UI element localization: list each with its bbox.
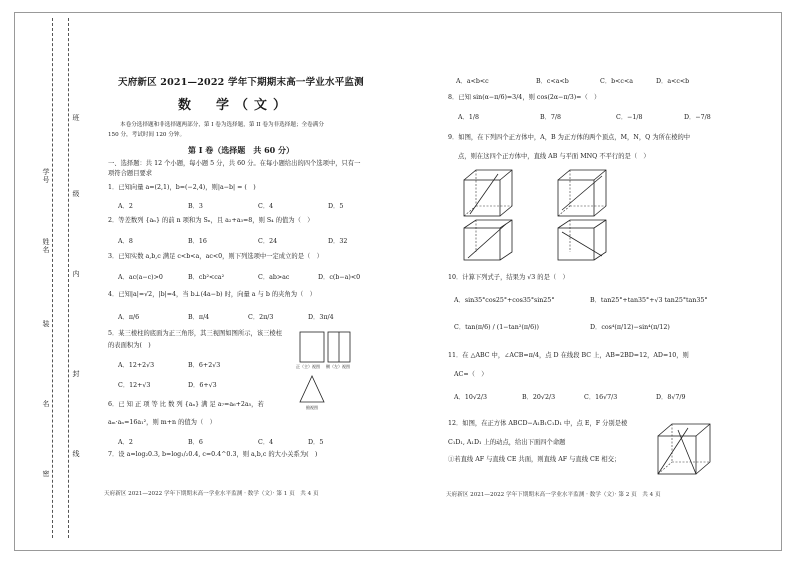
binding-line-2	[68, 18, 69, 538]
q8-option-d: D．−7/8	[684, 114, 711, 121]
cube-a	[464, 170, 512, 216]
sidebar-char-xian: 线	[72, 450, 80, 458]
sidebar-char-zhuang: 装	[42, 320, 50, 328]
q6-option-c: C．4	[258, 439, 274, 446]
q10-option-b: B．tan25°+tan35°+√3 tan25°tan35°	[590, 297, 708, 304]
cube-b	[558, 170, 606, 216]
question-2-stem: 2．等差数列 {aₙ} 的前 n 项和为 Sₙ，且 a₂+a₃=8，则 S₄ 的值为（ ）	[108, 217, 314, 224]
sidebar-char-ban: 班	[72, 114, 80, 122]
question-8-stem: 8．已知 sin(α−π/6)=3/4，则 cos(2α−π/3)=（ ）	[448, 94, 601, 101]
q2-option-d: D．32	[328, 238, 348, 245]
question-4-stem: 4．已知|a|=√2，|b|=4，当 b⊥(4a−b) 时，向量 a 与 b 的夹角为（ ）	[108, 291, 316, 298]
question-11-stem-1: 11．在 △ABC 中，∠ACB=π/4，点 D 在线段 BC 上，AB=2BD=12，AD=10，则	[448, 352, 689, 359]
q11-option-d: D．8√7/9	[656, 394, 686, 401]
q5-option-a: A．12+2√3	[118, 362, 155, 369]
question-5-stem-cont: 的表面积为( )	[108, 342, 151, 349]
q1-option-d: D．5	[328, 203, 344, 210]
q7-option-d: D．a<c<b	[656, 78, 690, 85]
q6-option-b: B．6	[188, 439, 203, 446]
q8-option-b: B．7/8	[540, 114, 562, 121]
q8-option-a: A．1/8	[458, 114, 479, 121]
q10-option-c: C．tan(π/6) / (1−tan²(π/6))	[454, 324, 539, 331]
question-3-stem: 3．已知实数 a,b,c 满足 c<b<a，ac<0，则下列选项中一定成立的是（ ）	[108, 253, 323, 260]
exam-title: 天府新区 2021—2022 学年下期期末高一学业水平监测	[118, 77, 364, 88]
question-7-stem: 7．设 a=log₂0.3, b=log₁/₂0.4, c=0.4^0.3，则 a,b,c 的大小关系为( )	[108, 451, 318, 458]
four-cubes-figure	[458, 166, 618, 266]
q5-option-b: B．6+2√3	[188, 362, 221, 369]
q10-option-a: A．sin35°cos25°+cos35°sin25°	[454, 297, 555, 304]
question-12-stem-2: C₁D₁, A₁D₁ 上的动点，给出下面四个命题	[448, 439, 566, 446]
question-9-stem-1: 9．如图，在下列四个正方体中，A，B 为正方体的两个顶点，M，N，Q 为所在棱的中	[448, 134, 691, 141]
q7-option-c: C．b<c<a	[600, 78, 633, 85]
question-12-stem-1: 12．如图，在正方体 ABCD−A₁B₁C₁D₁ 中，点 E，F 分别是棱	[448, 420, 628, 427]
q2-option-c: C．24	[258, 238, 278, 245]
right-page-footer: 天府新区 2021—2022 学年下期期末高一学业水平监测 · 数学（文）· 第 2 页 共 4 页	[446, 492, 661, 498]
instruction-line-2: 项符合题目要求	[108, 170, 153, 177]
question-12-stem-3: ①若直线 AF 与直线 CE 共面，则直线 AF 与直线 CE 相交；	[448, 456, 621, 463]
cube-c	[464, 220, 512, 260]
q3-option-c: C．ab>ac	[258, 274, 290, 281]
q1-option-b: B．3	[188, 203, 203, 210]
q11-option-a: A．10√2/3	[454, 394, 488, 401]
q4-option-a: A．π/6	[118, 314, 140, 321]
top-view-label: 俯视图	[306, 405, 318, 410]
q8-option-c: C．−1/8	[616, 114, 643, 121]
binding-line-1	[52, 18, 53, 538]
question-5-stem: 5．某三棱柱的底面为正三角形，其三视图如图所示，该三棱柱	[108, 330, 283, 337]
left-page-footer: 天府新区 2021—2022 学年下期期末高一学业水平监测 · 数学（文）· 第 1 页 共 4 页	[104, 491, 319, 497]
q2-option-a: A．8	[118, 238, 133, 245]
q1-option-c: C．4	[258, 203, 274, 210]
q3-option-b: B．cb²<ca²	[188, 274, 225, 281]
q7-option-a: A．a<b<c	[456, 78, 489, 85]
q3-option-d: D．c(b−a)<0	[318, 274, 361, 281]
sidebar-char-mi: 密	[42, 470, 50, 478]
intro-line-2: 150 分，考试时间 120 分钟。	[108, 132, 186, 138]
q7-option-b: B．c<a<b	[536, 78, 569, 85]
q11-option-b: B．20√2/3	[522, 394, 556, 401]
side-view-label: 侧（左）视图	[326, 364, 350, 369]
question-11-stem-2: AC=（ ）	[454, 371, 488, 378]
front-view-label: 正（主）视图	[296, 364, 320, 369]
question-10-stem: 10．计算下列式子，结果为 √3 的是（ ）	[448, 274, 569, 281]
intro-line-1: 本卷分选择题和非选择题两部分，第 I 卷为选择题，第 II 卷为非选择题；全卷满分	[120, 122, 324, 128]
cube-d	[558, 220, 606, 260]
q11-option-c: C．16√7/3	[584, 394, 618, 401]
sidebar-label-name: 姓名	[42, 238, 50, 254]
sidebar-char-ming: 名	[42, 400, 50, 408]
q4-option-b: B．π/4	[188, 314, 210, 321]
sidebar-char-ji: 级	[72, 190, 80, 198]
q10-option-d: D．cos⁴(π/12)−sin⁴(π/12)	[590, 324, 670, 331]
sidebar-char-feng: 封	[72, 370, 80, 378]
q4-option-d: D．3π/4	[308, 314, 334, 321]
q3-option-a: A．ac(a−c)>0	[118, 274, 163, 281]
instruction-line-1: 一、选择题：共 12 个小题，每小题 5 分，共 60 分。在每小题给出的四个选项中，只有一	[108, 160, 361, 167]
q2-option-b: B．16	[188, 238, 207, 245]
q1-option-a: A．2	[118, 203, 133, 210]
question-6-stem-cont: aₘ·aₙ=16a₁²，则 m+n 的值为（ ）	[108, 419, 216, 426]
q5-option-c: C．12+√3	[118, 382, 151, 389]
q6-option-a: A．2	[118, 439, 133, 446]
question-9-stem-2: 点，则在这四个正方体中，直线 AB 与平面 MNQ 不平行的是（ ）	[458, 153, 650, 160]
q5-option-d: D．6+√3	[188, 382, 217, 389]
q12-cube-figure	[648, 416, 718, 478]
exam-subject: 数 学（文）	[178, 98, 293, 113]
question-1-stem: 1．已知向量 a=(2,1)，b=(−2,4)，则|a−b| = ( )	[108, 184, 256, 191]
sidebar-label-xuehao: 学号	[42, 168, 50, 184]
q6-option-d: D．5	[308, 439, 324, 446]
sidebar-char-nei: 内	[72, 270, 80, 278]
q4-option-c: C．2π/3	[248, 314, 274, 321]
question-6-stem: 6．已 知 正 项 等 比 数 列 {aₙ} 满 足 a₇=a₆+2a₅，若	[108, 401, 264, 408]
three-view-figure	[296, 330, 356, 410]
section-1-heading: 第 I 卷（选择题 共 60 分）	[188, 145, 295, 155]
